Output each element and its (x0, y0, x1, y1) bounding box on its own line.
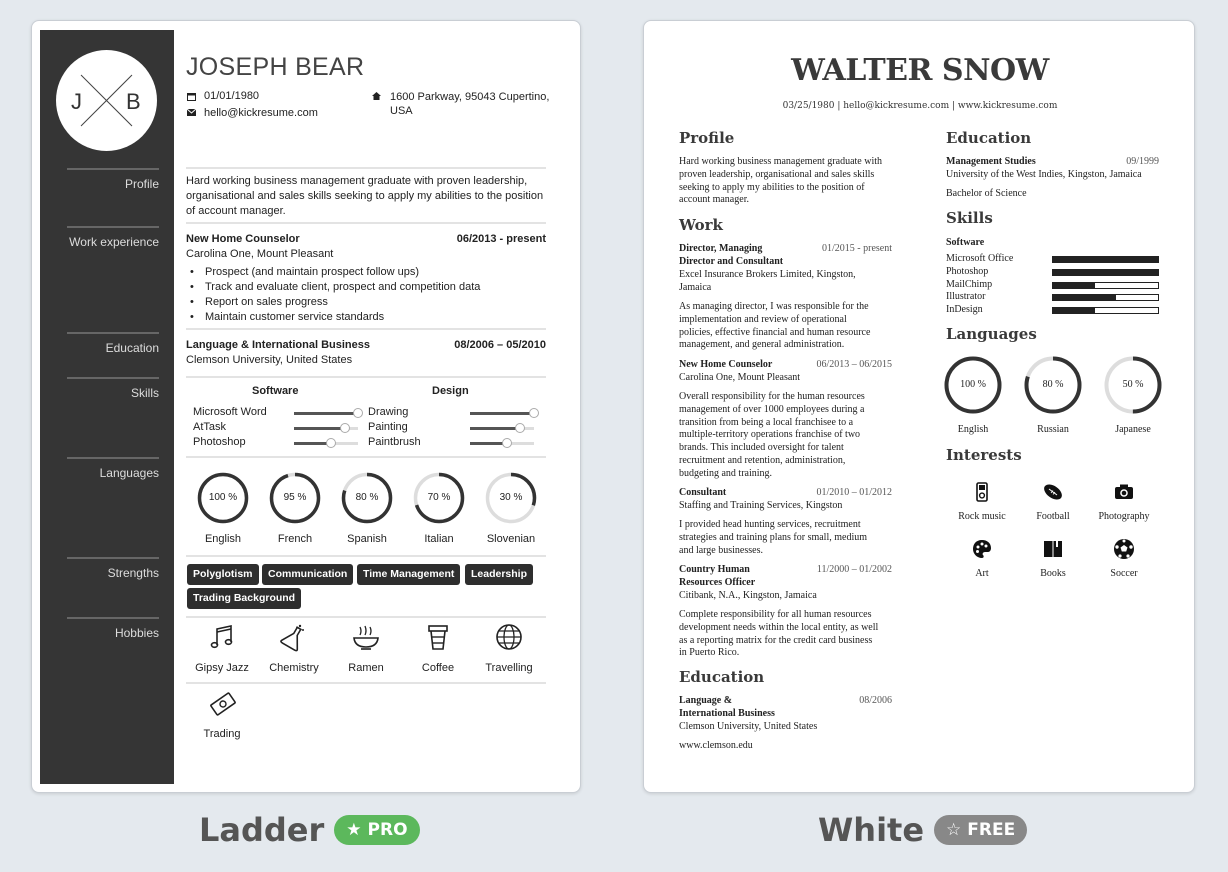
language-name: English (957, 424, 989, 435)
skill-label: InDesign (946, 304, 983, 316)
ladder-sidebar (40, 30, 174, 784)
divider (186, 328, 546, 330)
job-title: New Home Counselor (186, 233, 300, 245)
language-ring (269, 472, 321, 524)
template-name: Ladder (199, 811, 325, 849)
job-dates: 06/2013 – 06/2015 (816, 359, 892, 370)
skill-label: Paintbrush (368, 436, 421, 448)
language-percent: 30 % (499, 492, 523, 503)
skill-label: Drawing (368, 406, 409, 418)
skill-slider (294, 442, 358, 445)
divider (186, 456, 546, 458)
skill-label: Illustrator (946, 291, 986, 303)
job-company: Staffing and Training Services, Kingston (679, 500, 843, 511)
skills-software-title: Software (252, 385, 299, 397)
strength-tag: Trading Background (187, 588, 301, 609)
skill-label: MailChimp (946, 278, 993, 290)
email: hello@kickresume.com (204, 107, 318, 119)
job-company: Citibank, N.A., Kingston, Jamaica (679, 590, 817, 601)
skill-slider-knob (340, 423, 350, 433)
language-percent: 95 % (283, 492, 307, 503)
language-percent: 70 % (427, 492, 451, 503)
skill-bar (1052, 256, 1159, 263)
birthdate: 01/01/1980 (204, 90, 260, 102)
job-bullet: • Track and evaluate client, prospect and competition data (191, 281, 480, 293)
skill-bar-fill (1053, 295, 1116, 300)
heading-interests: Interests (946, 446, 1022, 464)
monogram-initial-first: J (71, 89, 82, 114)
soccer-ball-icon (1113, 538, 1135, 560)
resume-name: JOSEPH BEAR (186, 53, 365, 81)
profile-text: Hard working business management graduate with proven leadership, organisational and sales skills seeking to apply my abilities to the position of account manager. (186, 175, 544, 217)
ramen-bowl-icon (350, 621, 382, 653)
money-icon (207, 688, 239, 720)
football-icon (1042, 481, 1064, 503)
hobby-label: Gipsy Jazz (195, 662, 249, 674)
skill-slider-knob (502, 438, 512, 448)
language-ring (1104, 356, 1162, 414)
star-icon: ★ (346, 820, 362, 840)
job-title: Country Human Resources Officer (679, 564, 756, 588)
resume-name: WALTER SNOW (791, 53, 1049, 88)
ipod-icon (971, 481, 993, 503)
sidebar-section-work: Work experience (67, 226, 159, 249)
skill-slider-knob (353, 408, 363, 418)
interest-label: Football (1036, 511, 1070, 522)
language-percent: 80 % (1042, 379, 1064, 390)
heading-education: Education (679, 668, 765, 686)
skill-label: Photoshop (193, 436, 246, 448)
skill-slider-knob (326, 438, 336, 448)
heading-profile: Profile (679, 129, 735, 147)
job-dates: 06/2013 - present (456, 233, 546, 245)
sidebar-section-education: Education (67, 332, 159, 355)
home-icon (372, 92, 381, 101)
job-description: Overall responsibility for the human resources management of over 1000 employees during a transition from being a local franchisee to a multiple-territory operations franchise of two brands. This included oversight for talent recruitment and retention, administration, budgeting and training. (679, 391, 865, 479)
job-bullet: • Prospect (and maintain prospect follow ups) (191, 266, 419, 278)
education-school: University of the West Indies, Kingston, Jamaica (946, 169, 1142, 180)
skill-slider-fill (294, 412, 358, 415)
divider (186, 222, 546, 224)
skills-design-title: Design (432, 385, 469, 397)
language-name: English (204, 533, 242, 545)
interest-label: Books (1040, 568, 1066, 579)
interest-label: Rock music (958, 511, 1006, 522)
language-percent: 80 % (355, 492, 379, 503)
free-badge: ☆ FREE (934, 815, 1027, 845)
hobby-label: Trading (203, 728, 241, 740)
job-title: Consultant (679, 487, 727, 498)
white-template-card[interactable] (643, 20, 1195, 793)
skill-slider-fill (470, 427, 520, 430)
book-icon (1042, 538, 1064, 560)
skill-bar-fill (1053, 283, 1095, 288)
interest-label: Soccer (1110, 568, 1138, 579)
sidebar-section-profile: Profile (67, 168, 159, 191)
divider (186, 167, 546, 169)
education-title: Language & International Business (679, 695, 775, 719)
job-title: New Home Counselor (679, 359, 773, 370)
education-school: Clemson University, United States (679, 721, 818, 732)
skill-slider-fill (294, 427, 345, 430)
language-percent: 100 % (960, 379, 986, 390)
language-name: Japanese (1115, 424, 1151, 435)
divider (186, 555, 546, 557)
skill-bar-fill (1053, 270, 1158, 275)
palette-icon (971, 538, 993, 560)
strength-tag: Communication (262, 564, 353, 585)
skill-slider (470, 427, 534, 430)
template-caption-white[interactable] (818, 808, 1027, 852)
skill-label: AtTask (193, 421, 227, 433)
skills-software-title: Software (946, 237, 985, 248)
monogram-initial-last: B (126, 89, 141, 114)
heading-work: Work (679, 216, 723, 234)
divider (186, 376, 546, 378)
skill-label: Microsoft Office (946, 253, 1014, 264)
skill-bar (1052, 294, 1159, 301)
job-company: Carolina One, Mount Pleasant (186, 248, 334, 260)
hobby-label: Coffee (421, 662, 455, 674)
job-company: Carolina One, Mount Pleasant (679, 372, 801, 383)
divider (186, 616, 546, 618)
skill-slider-knob (515, 423, 525, 433)
job-description: I provided head hunting services, recruitment strategies and training plans for small, medium and large businesses. (679, 519, 868, 556)
heading-skills: Skills (946, 209, 993, 227)
globe-icon (493, 621, 525, 653)
address: 1600 Parkway, 95043 Cupertino, USA (390, 91, 550, 117)
education-degree: Bachelor of Science (946, 188, 1027, 199)
job-title: Director, Managing Director and Consultant (679, 243, 784, 267)
calendar-icon (187, 92, 196, 101)
interest-label: Art (975, 568, 989, 579)
language-name: Italian (424, 533, 454, 545)
education-title: Management Studies (946, 156, 1036, 167)
language-name: French (277, 533, 313, 545)
education-dates: 08/2006 – 05/2010 (454, 339, 546, 351)
flask-icon (278, 621, 310, 653)
language-ring (485, 472, 537, 524)
language-ring (341, 472, 393, 524)
monogram-avatar (56, 50, 157, 151)
pro-badge: ★ PRO (334, 815, 419, 845)
template-caption-ladder[interactable] (199, 808, 420, 852)
skill-slider (294, 412, 358, 415)
education-date: 09/1999 (1126, 156, 1159, 167)
sidebar-section-languages: Languages (67, 457, 159, 480)
job-dates: 01/2010 – 01/2012 (816, 487, 892, 498)
skill-bar-fill (1053, 308, 1095, 313)
skill-slider (294, 427, 358, 430)
job-description: Complete responsibility for all human resources development needs within the local entity, as well as a reporting matrix for the credit card business in Puerto Rico. (679, 609, 879, 659)
sidebar-section-skills: Skills (67, 377, 159, 400)
template-name: White (818, 811, 925, 849)
language-name: Spanish (347, 533, 387, 545)
skill-slider-fill (470, 412, 534, 415)
hobby-label: Ramen (348, 662, 384, 674)
heading-education-right: Education (946, 129, 1032, 147)
education-date: 08/2006 (859, 695, 892, 706)
job-description: As managing director, I was responsible for the implementation and review of operational policies, effective financial and human resource management, and general administration. (679, 301, 871, 351)
ladder-template-card[interactable] (31, 20, 581, 793)
education-degree: Language & International Business (186, 339, 370, 351)
skill-label: Microsoft Word (193, 406, 267, 418)
job-company: Excel Insurance Brokers Limited, Kingston, Jamaica (679, 269, 856, 293)
star-outline-icon: ☆ (946, 820, 962, 840)
skill-bar (1052, 282, 1159, 289)
job-bullet: • Maintain customer service standards (191, 311, 384, 323)
language-percent: 50 % (1122, 379, 1144, 390)
hobby-label: Travelling (485, 662, 533, 674)
interest-label: Photography (1098, 511, 1150, 522)
skill-bar (1052, 307, 1159, 314)
heading-languages: Languages (946, 325, 1037, 343)
divider (186, 682, 546, 684)
language-name: Russian (1037, 424, 1069, 435)
coffee-cup-icon (422, 621, 454, 653)
strength-tag: Time Management (357, 564, 460, 585)
education-website: www.clemson.edu (679, 740, 753, 751)
skill-label: Photoshop (946, 265, 989, 277)
language-percent: 100 % (208, 492, 238, 503)
music-note-icon (207, 621, 239, 653)
strength-tag: Leadership (465, 564, 533, 585)
skill-bar (1052, 269, 1159, 276)
job-dates: 01/2015 - present (822, 243, 892, 254)
job-dates: 11/2000 – 01/2002 (816, 564, 892, 575)
sidebar-section-hobbies: Hobbies (67, 617, 159, 640)
job-bullet: • Report on sales progress (191, 296, 328, 308)
skill-slider (470, 412, 534, 415)
education-school: Clemson University, United States (186, 354, 353, 366)
language-ring (197, 472, 249, 524)
skill-slider-knob (529, 408, 539, 418)
sidebar-section-strengths: Strengths (67, 557, 159, 580)
language-name: Slovenian (486, 533, 536, 545)
skill-slider (470, 442, 534, 445)
skill-label: Painting (368, 421, 408, 433)
contact-line: 03/25/1980 | hello@kickresume.com | www.kickresume.com (782, 101, 1058, 111)
profile-text: Hard working business management graduate with proven leadership, organisational and sales skills seeking to apply my abilities to the position of account manager. (679, 156, 883, 206)
strength-tag: Polyglotism (187, 564, 259, 585)
skill-bar-fill (1053, 257, 1158, 262)
hobby-label: Chemistry (269, 662, 319, 674)
mail-icon (187, 109, 196, 117)
camera-icon (1113, 481, 1135, 503)
language-ring (944, 356, 1002, 414)
language-ring (1024, 356, 1082, 414)
language-ring (413, 472, 465, 524)
